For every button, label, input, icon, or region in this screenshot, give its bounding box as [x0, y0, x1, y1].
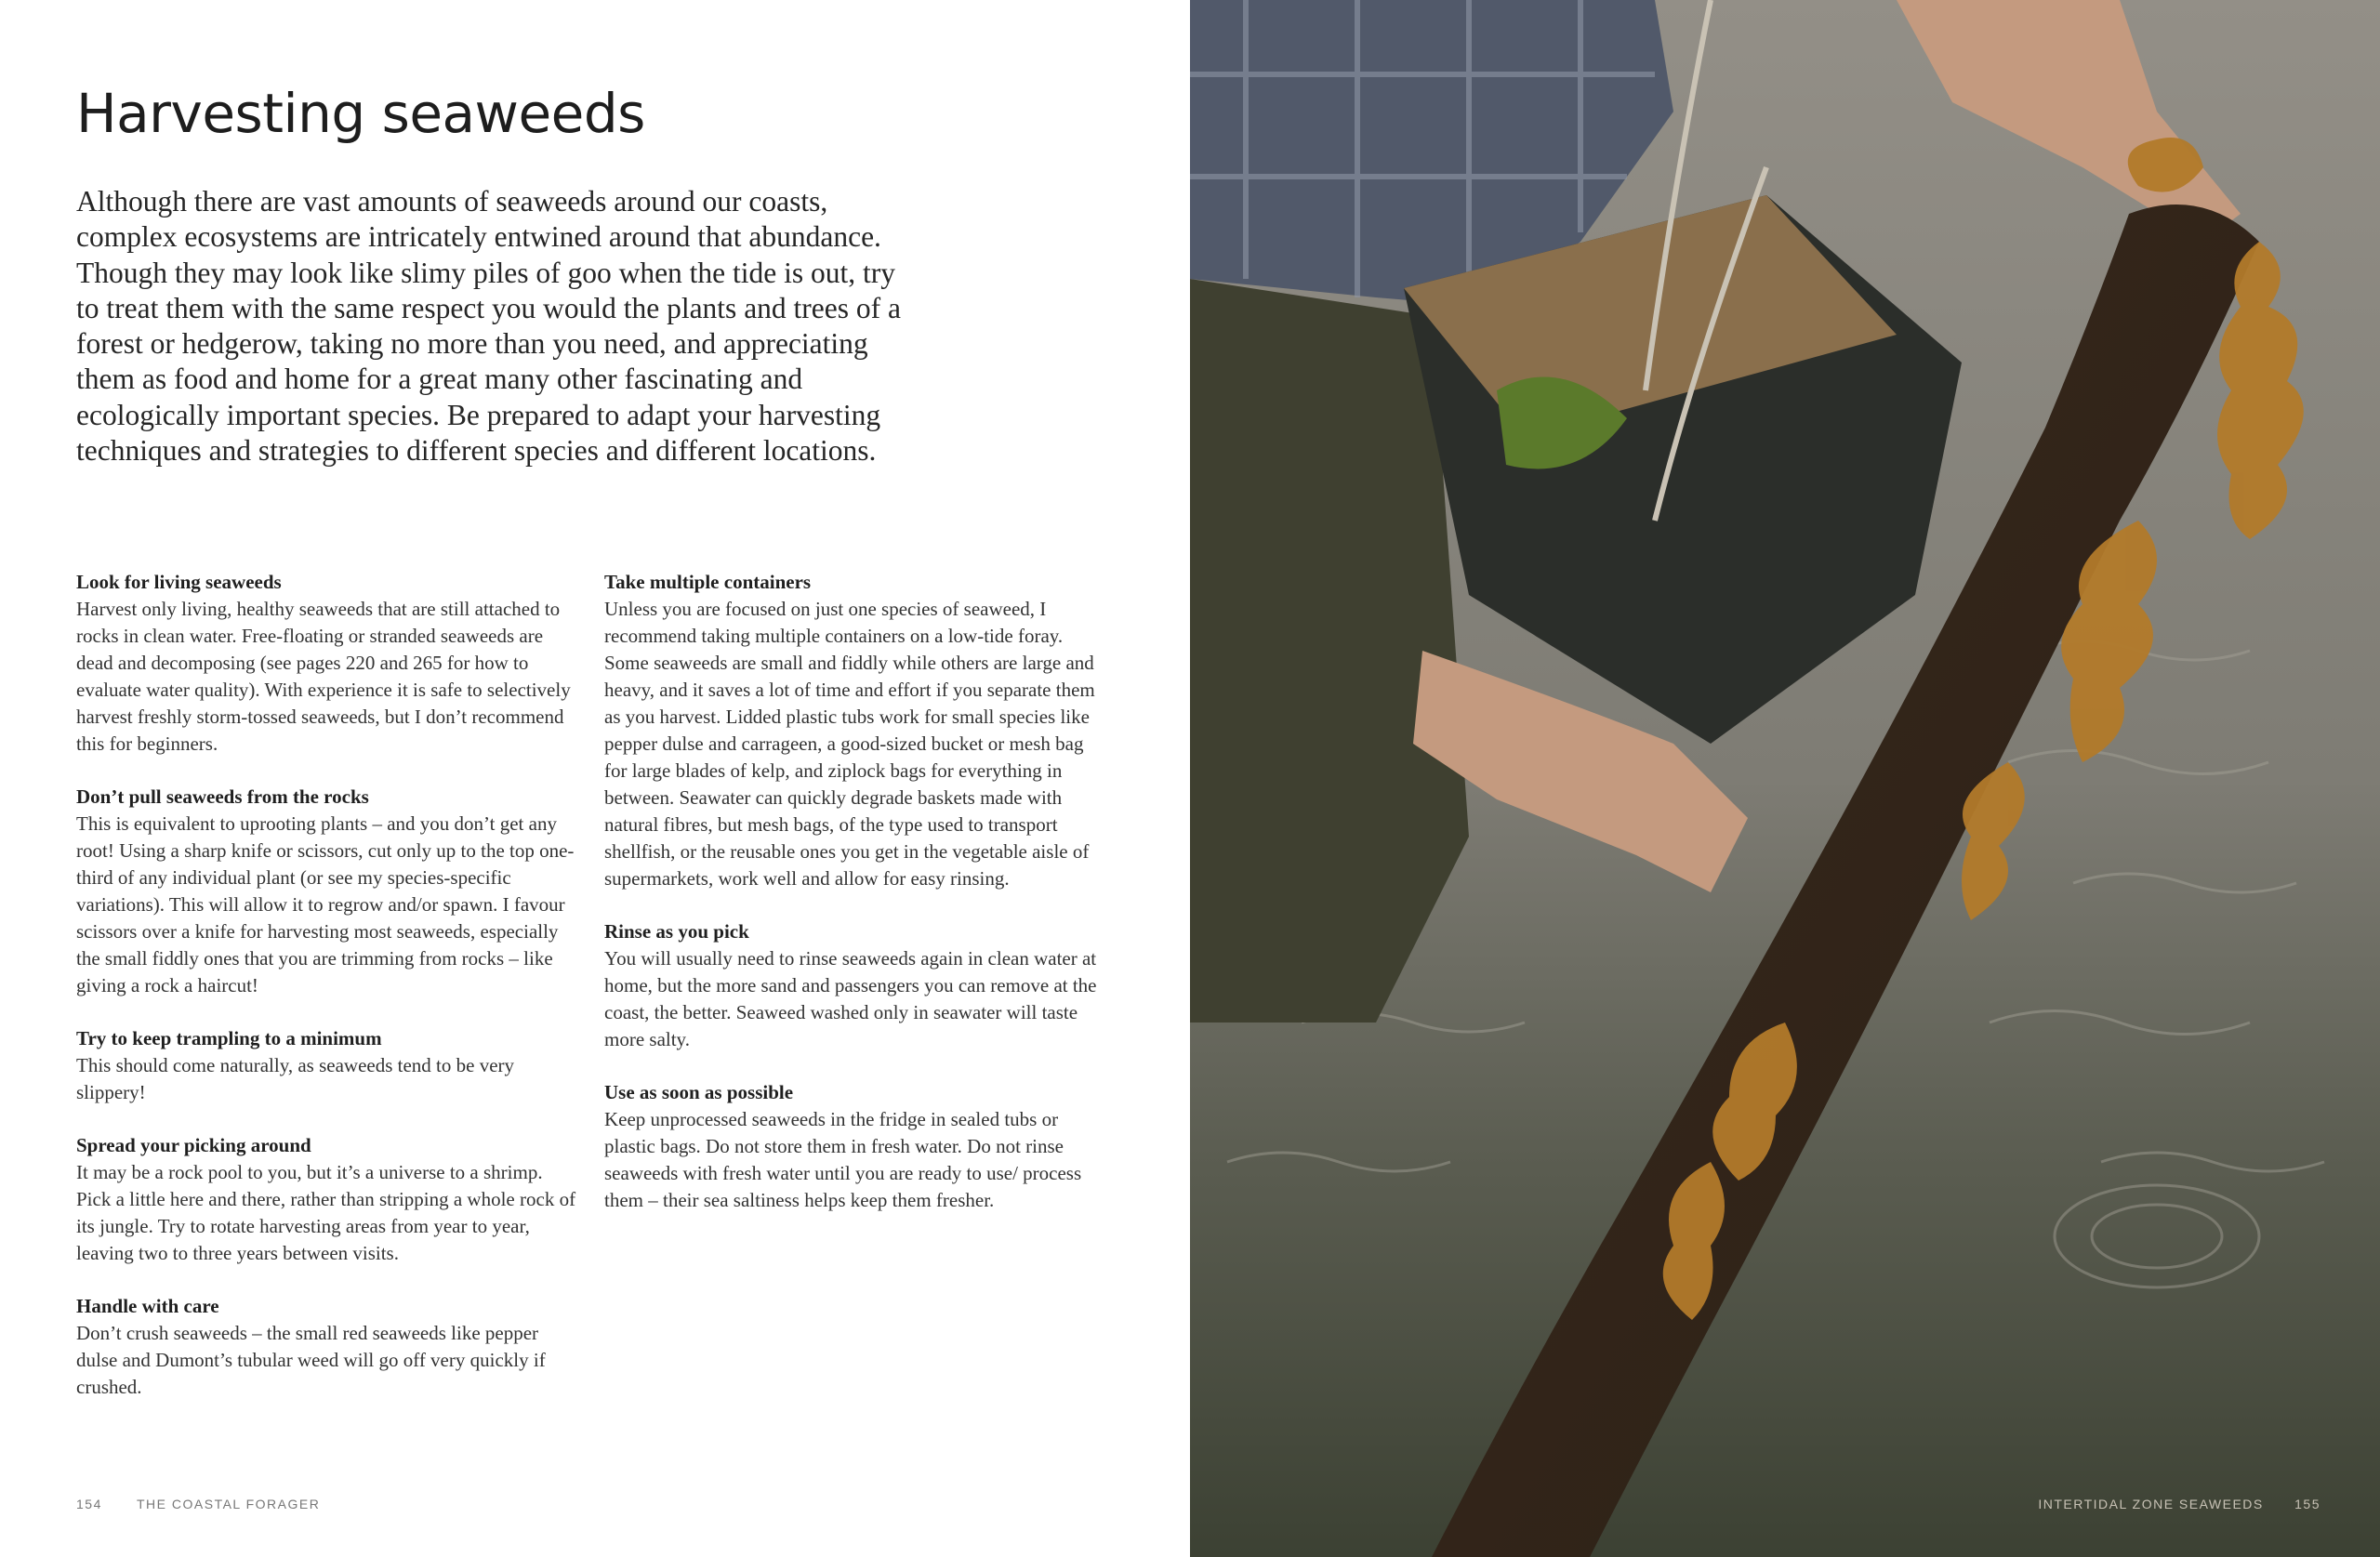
section-body: Unless you are focused on just one species of seaweed, I recommend taking multiple containers on a low-tide foray. Some seaweeds are small and fiddly while others are large and heavy, and it saves a lot of time and effort if you separate them as you harvest. Lidded plastic tubs work for small species like pepper dulse and carrageen, a good-sized bucket or mesh bag for large blades of kelp, and ziplock bags for everything in between. Seawater can quickly degrade baskets made with natural fibres, but mesh bags, of the type used to transport shellfish, or the reusable ones you get in the vegetable aisle of supermarkets, work well and allow for easy rinsing. [604, 598, 1095, 890]
section-heading: Handle with care [76, 1295, 219, 1317]
section-heading: Look for living seaweeds [76, 571, 282, 593]
page-footer-left [76, 1497, 320, 1511]
section-body: Keep unprocessed seaweeds in the fridge in sealed tubs or plastic bags. Do not store them in fresh water. Do not rinse seaweeds with fresh water until you are ready to use/ process them – their sea saltiness helps keep them fresher. [604, 1108, 1082, 1211]
page-footer-right [2038, 1497, 2320, 1511]
intro-paragraph: Although there are vast amounts of seaweeds around our coasts, complex ecosystems are intricately entwined around that abundance. Though they may look like slimy piles of goo when the tide is out, try to treat them with the same respect you would the plants and trees of a forest or hedgerow, taking no more than you need, and appreciating them as food and home for a great many other fascinating and ecologically important species. Be prepared to adapt your harvesting techniques and strategies to different species and different locations. [76, 185, 901, 468]
section [76, 1132, 578, 1267]
page-title: Harvesting seaweeds [76, 82, 645, 145]
running-title: THE COASTAL FORAGER [137, 1497, 321, 1511]
page-number: 154 [76, 1497, 102, 1511]
running-title: INTERTIDAL ZONE SEAWEEDS [2038, 1497, 2264, 1511]
section-heading: Don’t pull seaweeds from the rocks [76, 785, 369, 808]
page-number: 155 [2294, 1497, 2320, 1511]
section-body: Harvest only living, healthy seaweeds that are still attached to rocks in clean water. Free-floating or stranded seaweeds are dead and decomposing (see pages 220 and 265 for how to evaluate water quality). With experience it is safe to selectively harvest freshly storm-tossed seaweeds, but I don’t recommend this for beginners. [76, 598, 571, 755]
section [604, 918, 1111, 1053]
section-body: This should come naturally, as seaweeds tend to be very slippery! [76, 1054, 515, 1103]
section [604, 569, 1111, 892]
text-column-right [604, 569, 1111, 1240]
section [76, 1025, 578, 1106]
seaweed-harvest-illustration [1190, 0, 2380, 1557]
section-body: This is equivalent to uprooting plants – and you don’t get any root! Using a sharp knife or scissors, cut only up to the top one-third of any individual plant (or see my species-specific variations). This will allow it to regrow and/or spawn. I favour scissors over a knife for harvesting most seaweeds, especially the small fiddly ones that you are trimming from rocks – like giving a rock a haircut! [76, 812, 575, 996]
section [604, 1079, 1111, 1214]
section [76, 569, 578, 758]
section [76, 784, 578, 999]
section-heading: Take multiple containers [604, 571, 812, 593]
section-heading: Rinse as you pick [604, 920, 749, 943]
text-column-left [76, 569, 578, 1427]
section [76, 1293, 578, 1401]
section-body: You will usually need to rinse seaweeds again in clean water at home, but the more sand and passengers you can remove at the coast, the better. Seaweed washed only in seawater will taste more salty. [604, 947, 1097, 1050]
section-body: It may be a rock pool to you, but it’s a universe to a shrimp. Pick a little here and there, rather than stripping a whole rock of its jungle. Try to rotate harvesting areas from year to year, leaving two to three years between visits. [76, 1161, 576, 1264]
section-body: Don’t crush seaweeds – the small red seaweeds like pepper dulse and Dumont’s tubular weed will go off very quickly if crushed. [76, 1322, 546, 1398]
section-heading: Try to keep trampling to a minimum [76, 1027, 382, 1049]
seaweed-photo [1190, 0, 2380, 1557]
section-heading: Spread your picking around [76, 1134, 311, 1156]
section-heading: Use as soon as possible [604, 1081, 794, 1103]
